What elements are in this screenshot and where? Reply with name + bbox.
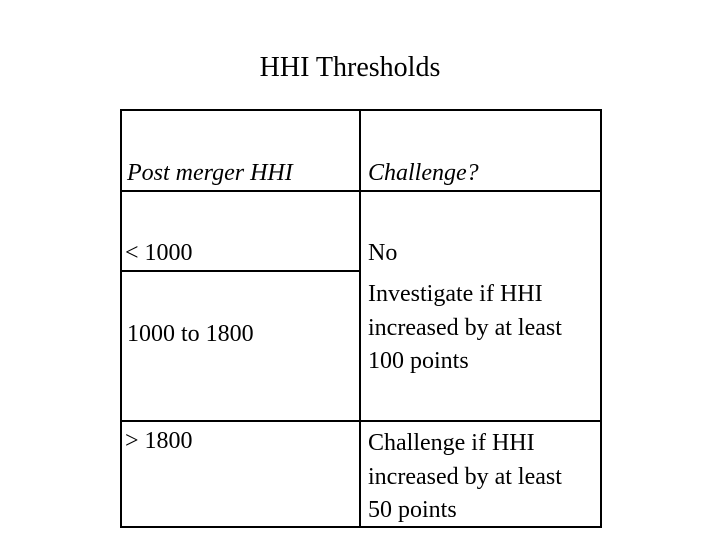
row-range-1: < 1000 — [125, 240, 193, 266]
row-action-3-line-3: 50 points — [368, 497, 457, 523]
row-action-3-line-2: increased by at least — [368, 464, 562, 490]
row-action-3-line-1: Challenge if HHI — [368, 430, 535, 456]
row-action-2-line-3: 100 points — [368, 348, 469, 374]
row-action-2-line-1: Investigate if HHI — [368, 281, 543, 307]
row-range-3: > 1800 — [125, 428, 193, 454]
slide-title: HHI Thresholds — [259, 52, 441, 83]
hhi-thresholds-table — [120, 109, 602, 528]
row-divider-header — [122, 190, 600, 192]
row-divider-range — [122, 270, 359, 272]
row-action-1-line-1: No — [368, 240, 398, 266]
header-challenge: Challenge? — [368, 160, 479, 186]
row-range-2: 1000 to 1800 — [127, 321, 254, 347]
header-post-merger-hhi: Post merger HHI — [127, 160, 293, 186]
row-action-2-line-2: increased by at least — [368, 315, 562, 341]
row-divider-third — [122, 420, 600, 422]
column-divider — [359, 111, 361, 526]
